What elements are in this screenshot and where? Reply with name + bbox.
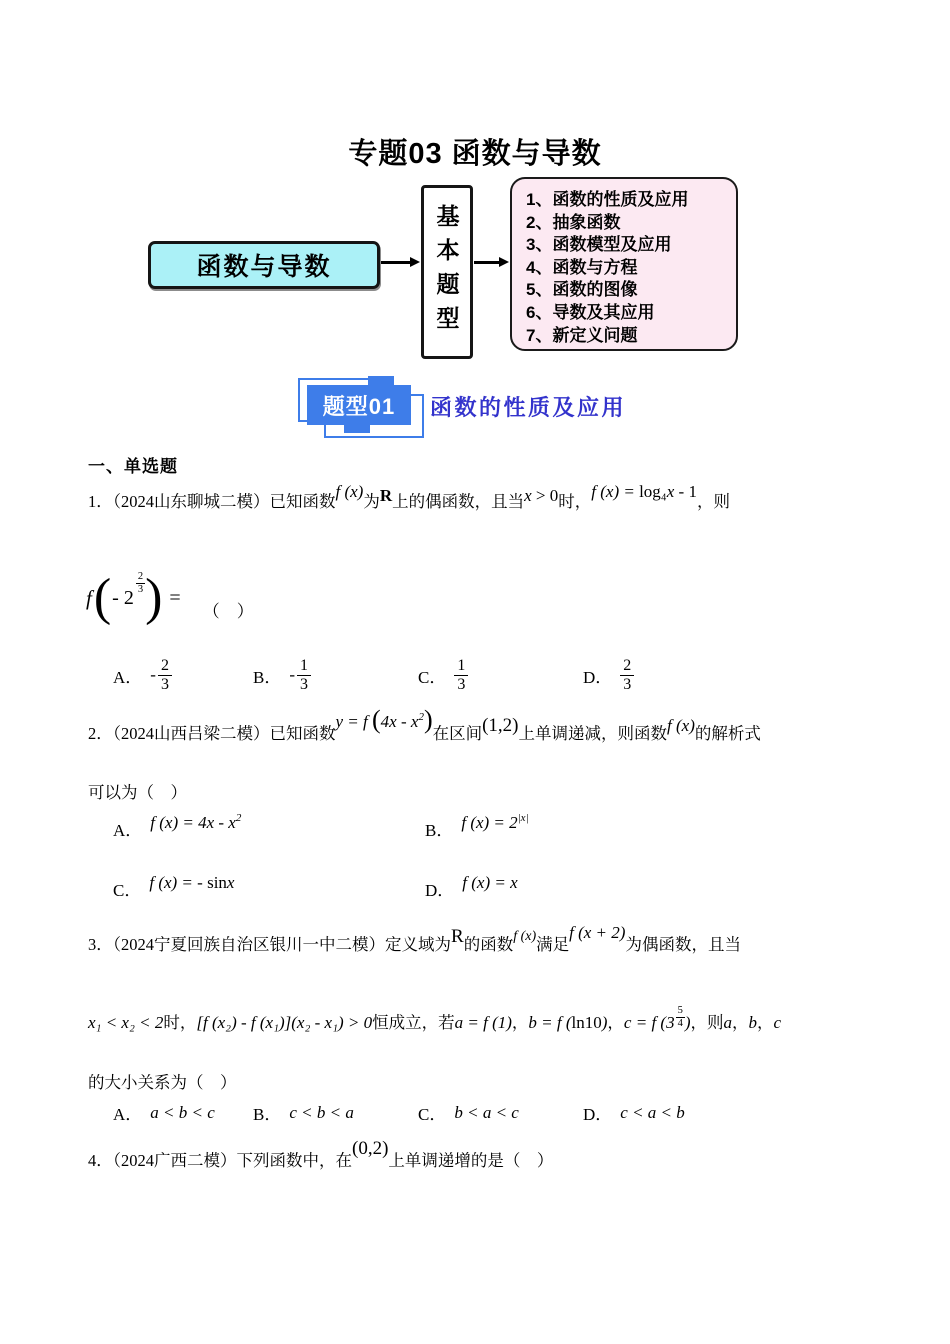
flowchart-pivot-node [421,185,473,359]
math-b-def: b = f (ln10) [528,1013,608,1032]
math-a-def: a = f (1) [454,1013,512,1032]
math-monotonic-condition: [f (x₂) - f (x₁)](x₂ - x₁) > 0 [196,1013,373,1032]
math-f-of-x: f (x) [335,482,364,501]
question-3-line-1: 3．（2024宁夏回族自治区银川一中二模）定义域为R的函数f (x)满足f (x + 2)为偶函数，且当 [88,930,741,962]
question-4-line-1: 4．（2024广西二模）下列函数中，在(0,2)上单调递增的是（ ） [88,1146,553,1176]
topic-item: 6、导数及其应用 [526,302,655,322]
math-c-def: c = f (3 $\frac{5}{4}$ ) [623,1005,691,1032]
math-formula: f $(x) = 4x - x^2$ [150,811,242,832]
math-order: c < a < b [620,1102,685,1122]
question-number: 2． [88,724,113,743]
q3-option-a: A． a < b < c [113,1102,215,1124]
math-inequality: x₁ < x₂ < 2 [88,1013,164,1032]
math-interval: (0,2) [352,1138,389,1159]
badge-tab-decoration [368,376,394,385]
question-3-line-3: 的大小关系为（ ） [88,1073,237,1092]
q1-option-b: B． - 1 3 [253,650,311,700]
question-number: 1． [88,492,113,511]
right-paren: ) [145,569,163,626]
exponent-fraction: 2 3 [137,570,144,595]
fraction: 1 3 [297,657,311,694]
question-3-line-2: x₁ < x₂ < 2时，[f (x₂) - f (x₁)](x₂ - x₁) > 0恒成立，若a = f (1)，b = f (ln10)，c = f (3 $\frac{5}{4}$ )，则a，b，c [88,1005,782,1032]
math-f-of-x: f (x) [513,929,537,944]
exponent-fraction: $\frac{5}{4}$ [677,1005,683,1029]
section-title: 函数的性质及应用 [430,395,627,420]
q3-option-d: D． c < a < b [583,1102,685,1124]
left-paren: ( [93,569,112,626]
fraction: 2 3 [620,657,634,694]
topic-item: 1、函数的性质及应用 [526,190,689,209]
question-number: 3． [88,935,113,954]
arrow-right-icon [474,261,500,264]
topic-item: 2、抽象函数 [526,212,621,232]
math-R: R [379,486,393,505]
q1-option-c: C． 1 3 [418,650,468,700]
q1-option-d: D． 2 3 [583,650,634,700]
math-R: R [451,926,464,947]
math-formula: f $(x) = 2^{|x|}$ [461,811,529,832]
q2-option-b: B． f $(x) = 2^{|x|}$ [425,811,529,840]
q3-option-b: B． c < b < a [253,1102,354,1124]
question-number: 4． [88,1151,113,1170]
section-badge: 题型01 [307,385,411,425]
topic-item: 4、函数与方程 [526,257,638,277]
q1-option-a: A． - 2 3 [113,650,172,700]
math-interval: (1,2) [482,715,519,736]
math-order: b < a < c [454,1102,519,1122]
section-header [298,376,718,440]
math-x-gt-0: x [524,486,532,505]
flowchart-root-node: 函数与导数 [148,241,380,289]
math-formula: f (x) = - sinx [149,872,235,892]
arrow-right-icon [381,261,411,264]
math-formula: f (x) = x [462,872,518,892]
math-composite-function: y = f $(4x - x^2)$ [335,705,433,734]
q2-option-a: A． f $(x) = 4x - x^2$ [113,811,242,840]
math-f-of-x-plus-2: f (x + 2) [569,923,626,942]
topic-item: 7、新定义问题 [526,325,638,345]
math-f-of-x: f (x) [667,716,695,735]
q2-option-d: D． f (x) = x [425,872,518,900]
question-1-line-1: 1．（2024山东聊城二模）已知函数f (x)为R上的偶函数，且当x > 0时，f (x) = log₄x - 1，则 [88,487,730,517]
subheading-single-choice: 一、单选题 [88,457,178,476]
fraction: 2 3 [158,657,172,694]
math-order: c < b < a [289,1102,354,1122]
topic-list-node [510,177,738,351]
math-log-formula: f (x) = log₄x - 1 [591,482,697,501]
fraction: 1 3 [454,657,468,694]
topic-item: 3、函数模型及应用 [526,235,672,255]
question-2-line-2: 可以为（ ） [88,783,187,802]
question-2-line-1: 2．（2024山西吕梁二模）已知函数y = f $(4x - x^2)$在区间(1,2)上单调递减，则函数f (x)的解析式 [88,705,761,743]
question-1-formula: f ( - 2 2 3 ) = （ ） [86,569,254,626]
answer-blank: （ ） [202,601,254,621]
topic-item: 5、函数的图像 [526,280,638,300]
pivot-label: 基本题型 [433,204,460,340]
q2-option-c: C． f (x) = - sinx [113,872,235,900]
page-title: 专题03 函数与导数 [348,138,602,170]
badge-tab-decoration [344,424,370,433]
math-order: a < b < c [150,1102,215,1122]
q3-option-c: C． b < a < c [418,1102,519,1124]
